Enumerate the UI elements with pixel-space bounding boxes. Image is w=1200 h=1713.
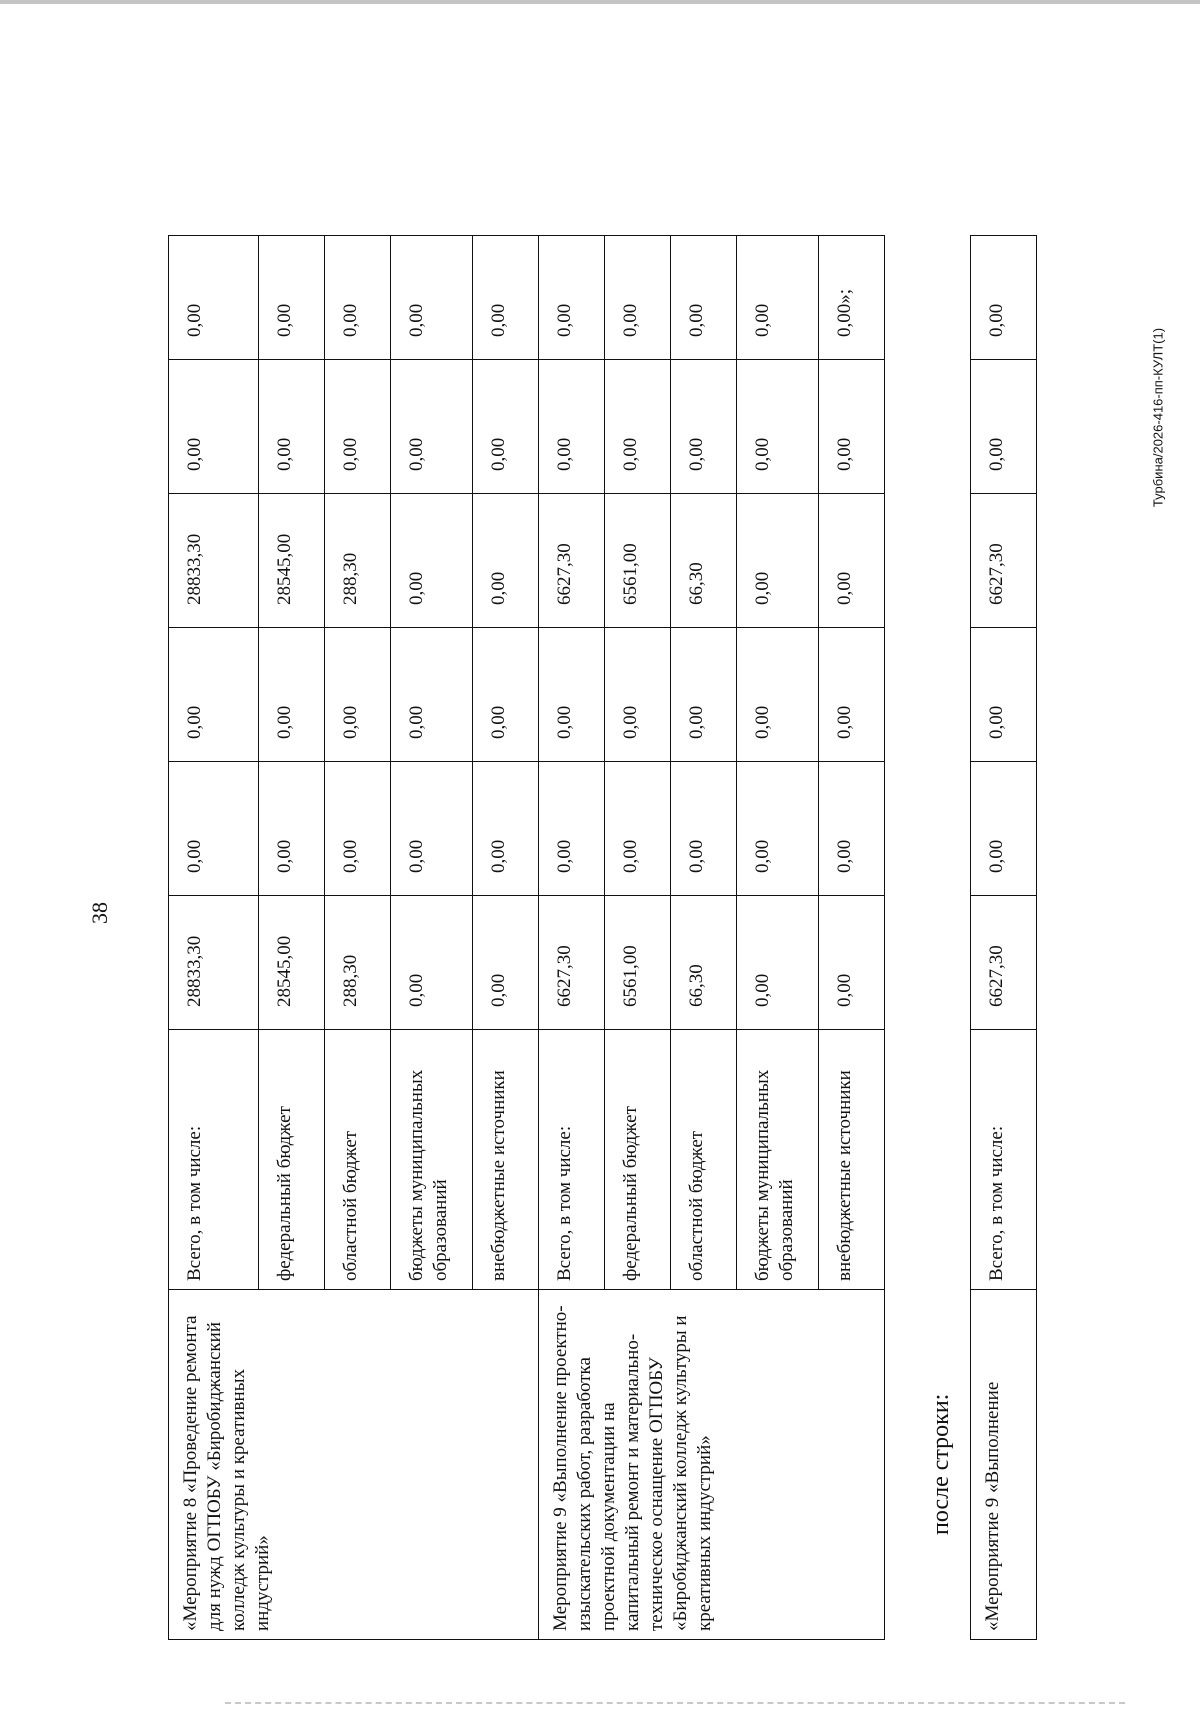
value-cell: 288,30 xyxy=(325,494,391,628)
scan-edge-bottom xyxy=(225,1702,1125,1707)
value-cell: 0,00 xyxy=(819,762,885,896)
value-cell: 0,00 xyxy=(259,236,325,360)
source-cell: бюджеты муниципальных образований xyxy=(737,1030,819,1290)
value-cell: 0,00 xyxy=(671,762,737,896)
value-cell: 0,00 xyxy=(671,236,737,360)
value-cell: 0,00 xyxy=(391,896,473,1030)
value-cell: 0,00 xyxy=(819,628,885,762)
value-cell: 6561,00 xyxy=(605,494,671,628)
value-cell: 0,00 xyxy=(737,494,819,628)
value-cell: 0,00 xyxy=(819,896,885,1030)
value-cell: 0,00 xyxy=(391,628,473,762)
value-cell: 0,00 xyxy=(391,236,473,360)
value-cell: 0,00 xyxy=(737,762,819,896)
value-cell: 0,00 xyxy=(473,628,539,762)
value-cell: 0,00 xyxy=(473,236,539,360)
source-cell: Всего, в том числе: xyxy=(539,1030,605,1290)
table-row xyxy=(971,236,1037,1640)
source-cell: федеральный бюджет xyxy=(605,1030,671,1290)
value-cell: 0,00 xyxy=(473,494,539,628)
value-cell: 0,00 xyxy=(259,360,325,494)
source-cell: Всего, в том числе: xyxy=(169,1030,259,1290)
value-cell: 0,00 xyxy=(971,236,1037,360)
value-cell: 0,00 xyxy=(169,762,259,896)
value-cell: 0,00 xyxy=(671,360,737,494)
source-cell: Всего, в том числе: xyxy=(971,1030,1037,1290)
value-cell: 0,00 xyxy=(169,628,259,762)
value-cell: 66,30 xyxy=(671,494,737,628)
value-cell: 0,00 xyxy=(737,896,819,1030)
page-number: 38 xyxy=(87,902,112,924)
table-row xyxy=(539,236,605,1640)
value-cell: 0,00 xyxy=(971,360,1037,494)
value-cell: 66,30 xyxy=(671,896,737,1030)
value-cell: 0,00 xyxy=(605,762,671,896)
value-cell: 0,00 xyxy=(169,236,259,360)
value-cell: 28545,00 xyxy=(259,896,325,1030)
event-cell: Мероприятие 9 «Выполнение проектно-изыскательских работ, разработка проектной документации на капитальный ремонт и материально-техническое оснащение ОГПОБУ «Биробиджанский колледж культуры и креативных индустрий» xyxy=(539,1290,885,1640)
source-cell: бюджеты муниципальных образований xyxy=(391,1030,473,1290)
value-cell: 0,00 xyxy=(391,762,473,896)
value-cell: 0,00 xyxy=(605,360,671,494)
value-cell: 0,00 xyxy=(539,628,605,762)
source-cell: внебюджетные источники xyxy=(819,1030,885,1290)
value-cell: 6627,30 xyxy=(971,896,1037,1030)
value-cell: 28545,00 xyxy=(259,494,325,628)
value-cell: 0,00 xyxy=(473,896,539,1030)
scan-edge-top xyxy=(0,0,1200,4)
value-cell: 0,00 xyxy=(391,494,473,628)
value-cell: 0,00 xyxy=(473,762,539,896)
value-cell: 28833,30 xyxy=(169,494,259,628)
value-cell: 288,30 xyxy=(325,896,391,1030)
value-cell: 0,00 xyxy=(605,236,671,360)
event-cell: «Мероприятие 9 «Выполнение xyxy=(971,1290,1037,1640)
value-cell: 6627,30 xyxy=(971,494,1037,628)
rotated-sheet xyxy=(168,140,1048,1640)
value-cell: 28833,30 xyxy=(169,896,259,1030)
value-cell: 0,00 xyxy=(605,628,671,762)
value-cell: 0,00 xyxy=(819,360,885,494)
lower-table xyxy=(970,235,1037,1640)
value-cell: 0,00 xyxy=(737,236,819,360)
value-cell: 0,00»; xyxy=(819,236,885,360)
value-cell: 0,00 xyxy=(259,762,325,896)
after-row-label: после строки: xyxy=(928,1393,954,1535)
value-cell: 0,00 xyxy=(539,762,605,896)
table-row xyxy=(169,236,259,1640)
value-cell: 6627,30 xyxy=(539,494,605,628)
value-cell: 0,00 xyxy=(819,494,885,628)
source-cell: областной бюджет xyxy=(671,1030,737,1290)
value-cell: 0,00 xyxy=(391,360,473,494)
value-cell: 0,00 xyxy=(671,628,737,762)
value-cell: 0,00 xyxy=(325,360,391,494)
value-cell: 0,00 xyxy=(971,628,1037,762)
value-cell: 0,00 xyxy=(169,360,259,494)
value-cell: 0,00 xyxy=(971,762,1037,896)
value-cell: 0,00 xyxy=(325,236,391,360)
value-cell: 0,00 xyxy=(539,236,605,360)
source-cell: федеральный бюджет xyxy=(259,1030,325,1290)
budget-table xyxy=(168,235,885,1640)
value-cell: 0,00 xyxy=(737,628,819,762)
value-cell: 0,00 xyxy=(473,360,539,494)
source-cell: областной бюджет xyxy=(325,1030,391,1290)
document-code-text: Турбина/2026-416-пп-КУЛТ(1) xyxy=(1150,327,1166,508)
value-cell: 0,00 xyxy=(737,360,819,494)
event-cell: «Мероприятие 8 «Проведение ремонта для нужд ОГПОБУ «Биробиджанский колледж культуры и креативных индустрий» xyxy=(169,1290,539,1640)
value-cell: 0,00 xyxy=(325,628,391,762)
value-cell: 6627,30 xyxy=(539,896,605,1030)
source-cell: внебюджетные источники xyxy=(473,1030,539,1290)
value-cell: 6561,00 xyxy=(605,896,671,1030)
value-cell: 0,00 xyxy=(259,628,325,762)
value-cell: 0,00 xyxy=(325,762,391,896)
value-cell: 0,00 xyxy=(539,360,605,494)
